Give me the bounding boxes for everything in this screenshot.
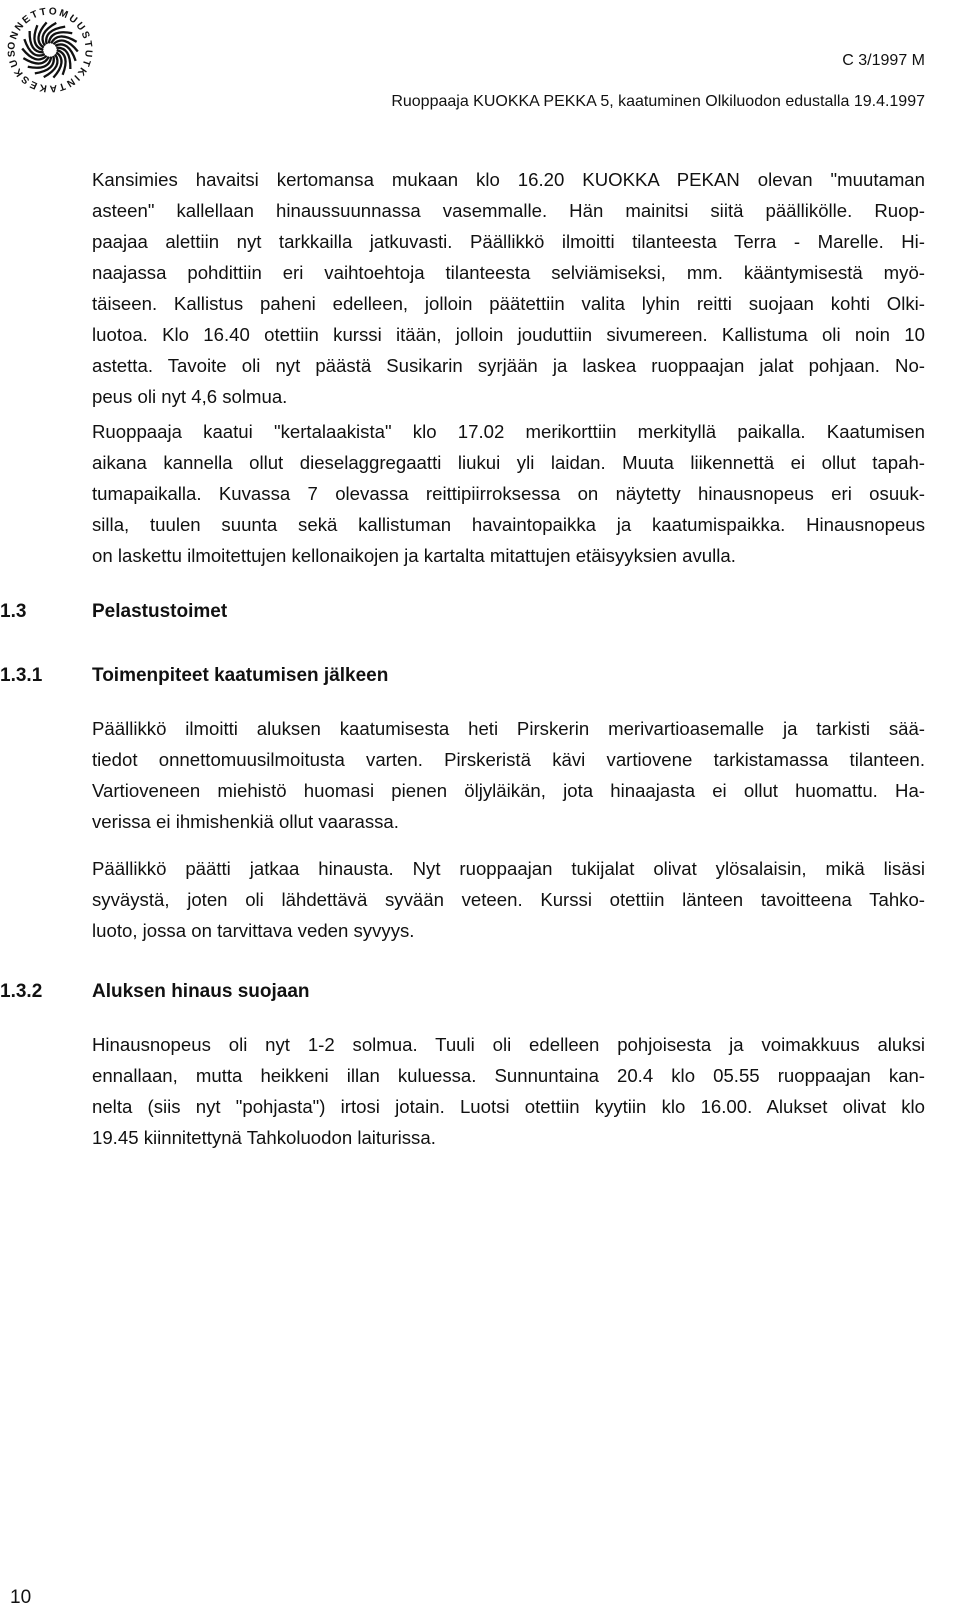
text-line: peus oli nyt 4,6 solmua. [92, 386, 288, 407]
text-line: on laskettu ilmoitettujen kellonaikojen ja kartalta mitattujen etäisyyksien avulla. [92, 545, 736, 566]
document-title: Ruoppaaja KUOKKA PEKKA 5, kaatuminen Olkiluodon edustalla 19.4.1997 [391, 93, 925, 110]
section-title: Pelastustoimet [92, 601, 228, 622]
paragraph-towing-decision [92, 853, 925, 946]
page-number: 10 [10, 1587, 32, 1608]
paragraph-list-observation [92, 164, 925, 412]
text-line: syväystä, joten oli lähdettävä syvään veteen. Kurssi otettiin länteen tavoitteena Tahko- [92, 889, 925, 910]
text-line: tiedot onnettomuusilmoitusta varten. Pirskeristä kävi vartiovene tarkistamassa tilanteen. [92, 749, 925, 770]
paragraph-towing-to-shelter [92, 1029, 925, 1153]
text-line: silla, tuulen suunta sekä kallistuman havaintopaikka ja kaatumispaikka. Hinausnopeus [92, 514, 925, 535]
text-line: tumapaikalla. Kuvassa 7 olevassa reittipiirroksessa on näytetty hinausnopeus eri osuuk- [92, 483, 925, 504]
text-line: Päällikkö päätti jatkaa hinausta. Nyt ruoppaajan tukijalat olivat ylösalaisin, mikä lisäsi [92, 858, 925, 879]
text-line: Kansimies havaitsi kertomansa mukaan klo 16.20 KUOKKA PEKAN olevan "muutaman [92, 169, 925, 190]
text-line: Päällikkö ilmoitti aluksen kaatumisesta heti Pirskerin merivartioasemalle ja tarkisti sää- [92, 718, 925, 739]
subsection-number: 1.3.2 [0, 981, 43, 1002]
text-line: verissa ei ihmishenkiä ollut vaarassa. [92, 811, 399, 832]
accident-investigation-board-logo [2, 2, 98, 98]
subsection-title: Toimenpiteet kaatumisen jälkeen [92, 665, 389, 686]
text-line: luoto, jossa on tarvittava veden syvyys. [92, 920, 415, 941]
text-line: Ruoppaaja kaatui "kertalaakista" klo 17.02 merikorttiin merkityllä paikalla. Kaatumisen [92, 421, 925, 442]
text-line: naajassa pohdittiin eri vaihtoehtoja tilanteesta selviämiseksi, mm. kääntymisestä myö- [92, 262, 925, 283]
section-number: 1.3 [0, 601, 27, 622]
text-line: 19.45 kiinnitettynä Tahkoluodon laiturissa. [92, 1127, 436, 1148]
text-line: täiseen. Kallistus paheni edelleen, jolloin päätettiin valita lyhin reitti suojaan kohti Olki- [92, 293, 925, 314]
text-line: Hinausnopeus oli nyt 1-2 solmua. Tuuli oli edelleen pohjoisesta ja voimakkuus aluksi [92, 1034, 925, 1055]
text-line: astetta. Tavoite oli nyt päästä Susikarin syrjään ja laskea ruoppaajan jalat pohjaan. No- [92, 355, 925, 376]
subsection-title: Aluksen hinaus suojaan [92, 981, 310, 1002]
svg-text:ONNETTOMUUSTUTKINTAKESKUS: ONNETTOMUUSTUTKINTAKESKUS [6, 6, 94, 94]
paragraph-rescue-actions [92, 713, 925, 837]
text-line: asteen" kallellaan hinaussuunnassa vasemmalle. Hän mainitsi siitä päällikölle. Ruop- [92, 200, 925, 221]
text-line: nelta (siis nyt "pohjasta") irtosi jotain. Luotsi otettiin kyytiin klo 16.00. Alukset olivat klo [92, 1096, 925, 1117]
text-line: Vartioveneen miehistö huomasi pienen öljyläikän, jota hinaajasta ei ollut huomattu. Ha- [92, 780, 925, 801]
text-line: luotoa. Klo 16.40 otettiin kurssi itään, jolloin jouduttiin sivumereen. Kallistuma oli noin 10 [92, 324, 925, 345]
document-code: C 3/1997 M [842, 52, 925, 69]
text-line: ennallaan, mutta heikkeni illan kuluessa. Sunnuntaina 20.4 klo 05.55 ruoppaajan kan- [92, 1065, 925, 1086]
text-line: aikana kannella ollut dieselaggregaatti liukui yli laidan. Muuta liikennettä ei ollut tapah- [92, 452, 925, 473]
paragraph-capsize [92, 416, 925, 571]
text-line: paajaa alettiin nyt tarkkailla jatkuvasti. Päällikkö ilmoitti tilanteesta Terra - Marelle. Hi- [92, 231, 925, 252]
subsection-number: 1.3.1 [0, 665, 43, 686]
